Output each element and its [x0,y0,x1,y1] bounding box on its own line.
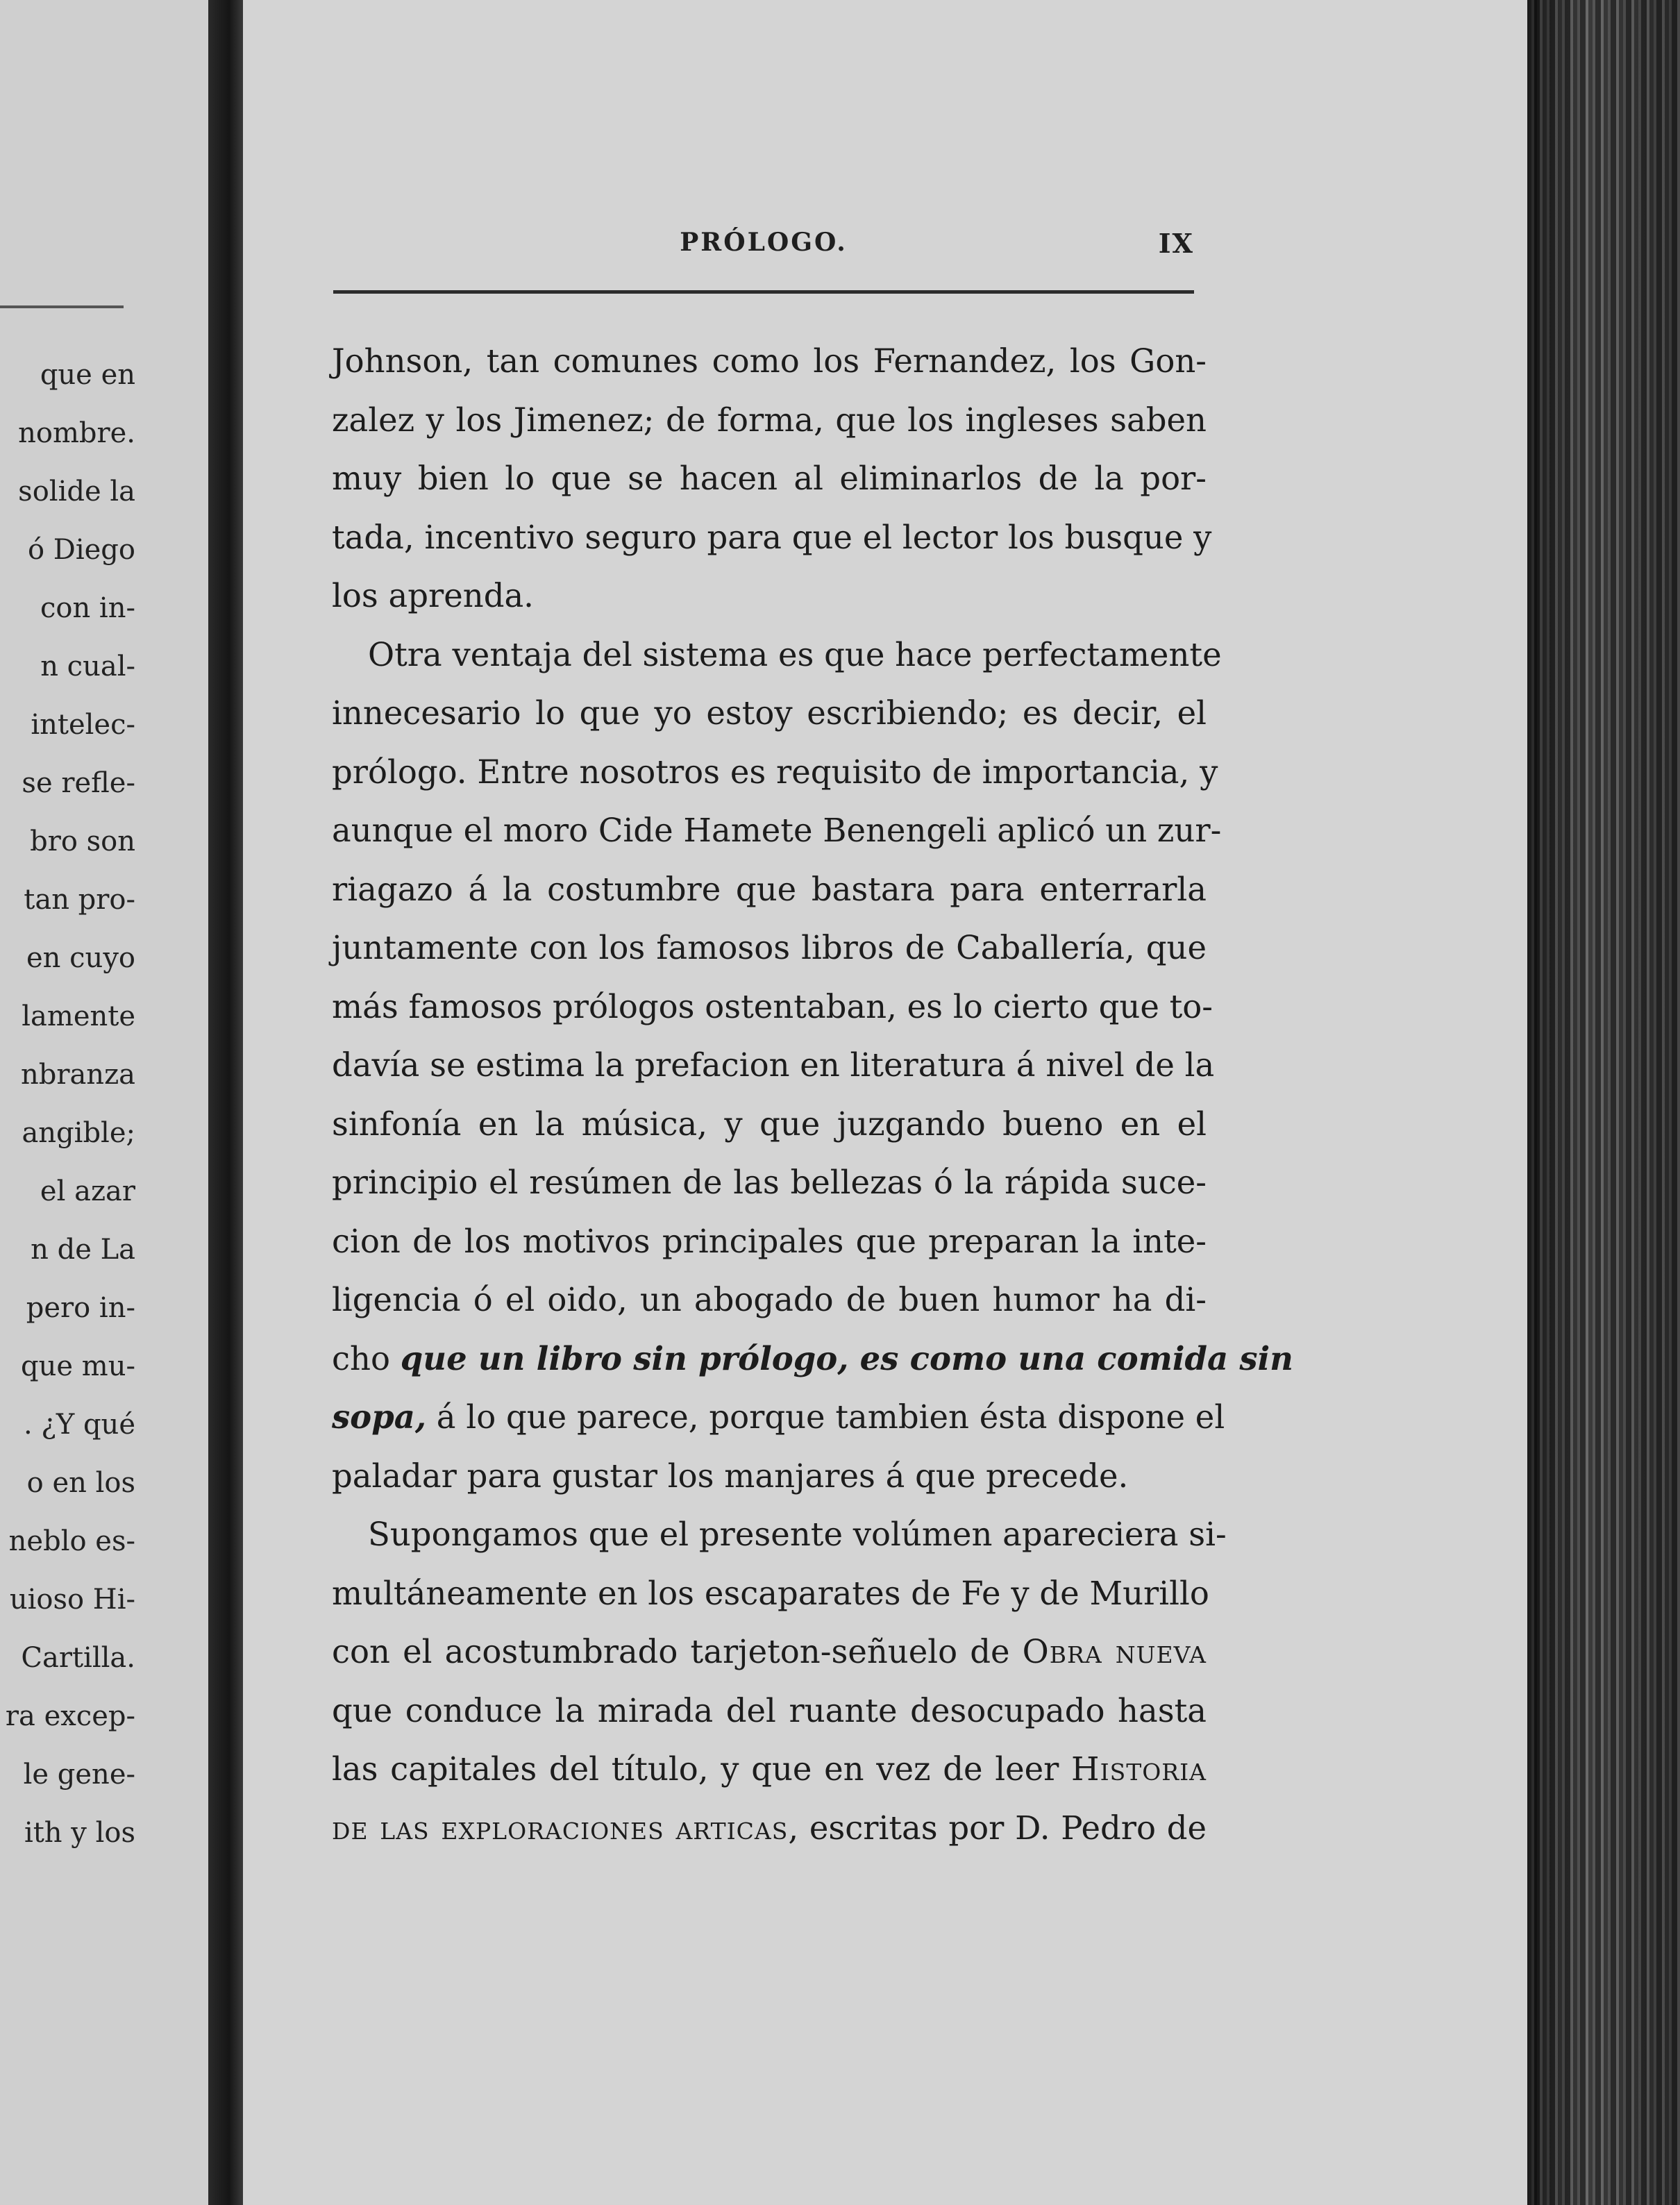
paragraph-3 [332,1505,1227,1857]
text-line: aunque el moro Cide Hamete Benengeli aplicó un zur- [332,812,1222,849]
paragraph-2 [332,626,1293,1506]
text-line: tada, incentivo seguro para que el lector los busque y [332,518,1212,556]
text-line [332,1623,1207,1682]
left-line: . ¿Y qué [23,1409,135,1441]
left-line: en cuyo [26,942,135,974]
text-line [332,1799,1207,1858]
small-caps-title: Obra nueva [1022,1633,1207,1670]
left-line: con in- [40,592,135,624]
small-caps-title: de las exploraciones articas [332,1809,789,1847]
text-line: davía se estima la prefacion en literatura á nivel de la [332,1046,1215,1084]
left-page-header-rule [0,305,124,308]
left-line: uioso Hi- [9,1584,135,1616]
left-line: se refle- [22,767,135,799]
text-line: ligencia ó el oido, un abogado de buen humor ha di- [332,1281,1207,1318]
text-line: paladar para gustar los manjares á que precede. [332,1457,1129,1495]
running-header [333,228,1194,269]
running-title: PRÓLOGO. [680,228,848,257]
left-line: que mu- [21,1350,135,1382]
text-line: muy bien lo que se hacen al eliminarlos de la por- [332,460,1207,497]
page-number: IX [1158,228,1194,259]
left-line: n cual- [40,651,135,682]
left-line: que en [40,359,135,391]
text-line: principio el resúmen de las bellezas ó la rápida suce- [332,1164,1207,1201]
text-line [332,1388,1225,1447]
text-line: Otra ventaja del sistema es que hace perfectamente [368,635,1222,673]
text-run: á lo que parece, porque tambien ésta dispone el [426,1398,1225,1436]
text-line: que conduce la mirada del ruante desocupado hasta [332,1691,1207,1729]
page-edge-shade [1527,0,1680,2205]
left-line: lamente [22,1000,135,1032]
left-line: ra excep- [5,1700,135,1732]
body-text [332,332,1293,1857]
text-line: los aprenda. [332,577,534,614]
page-edge-line [1534,0,1537,2205]
text-line: Johnson, tan comunes como los Fernandez, los Gon- [332,342,1207,380]
text-line: innecesario lo que yo estoy escribiendo; es decir, el [332,694,1207,732]
left-line: le gene- [23,1759,135,1791]
left-line: solide la [18,476,135,508]
left-line: pero in- [26,1292,135,1324]
left-line: el azar [40,1175,135,1207]
text-run: las capitales del título, y que en vez de leer [332,1750,1072,1788]
text-line: prólogo. Entre nosotros es requisito de importancia, y [332,753,1218,791]
left-line: o en los [26,1467,135,1499]
left-line: nbranza [20,1059,135,1091]
text-run: con el acostumbrado tarjeton-señuelo de [332,1633,1023,1670]
left-line: n de La [31,1234,135,1266]
text-line [332,1740,1207,1799]
left-line: ith y los [24,1817,135,1849]
text-line: cion de los motivos principales que preparan la inte- [332,1222,1207,1260]
small-caps-title: Historia [1071,1750,1207,1788]
italic-quote: que un libro sin prólogo, es como una comida sin [400,1339,1293,1377]
left-line: ó Diego [27,534,135,566]
text-line: zalez y los Jimenez; de forma, que los ingleses saben [332,401,1207,439]
left-page-fragment [0,0,208,2205]
book-gutter [208,0,243,2205]
italic-word: sopa, [332,1398,427,1436]
left-line: Cartilla. [21,1642,135,1674]
text-run: cho [332,1339,401,1377]
text-line: sinfonía en la música, y que juzgando bueno en el [332,1105,1207,1143]
left-line: nombre. [18,417,135,449]
left-line: intelec- [31,709,135,741]
left-page-text-column [0,346,135,1862]
header-rule [333,290,1194,294]
left-line: tan pro- [24,884,135,916]
text-line: juntamente con los famosos libros de Caballería, que [332,929,1207,966]
left-line: bro son [30,825,135,857]
text-line [332,1330,1293,1389]
text-run: , escritas por D. Pedro de [788,1809,1207,1847]
text-line: más famosos prólogos ostentaban, es lo cierto que to- [332,987,1213,1025]
left-line: angible; [22,1117,135,1149]
text-line: riagazo á la costumbre que bastara para enterrarla [332,870,1207,908]
left-line: neblo es- [8,1525,135,1557]
text-line: Supongamos que el presente volúmen apareciera si- [368,1516,1227,1553]
paragraph-1 [332,332,1212,626]
text-line: multáneamente en los escaparates de Fe y de Murillo [332,1574,1209,1612]
